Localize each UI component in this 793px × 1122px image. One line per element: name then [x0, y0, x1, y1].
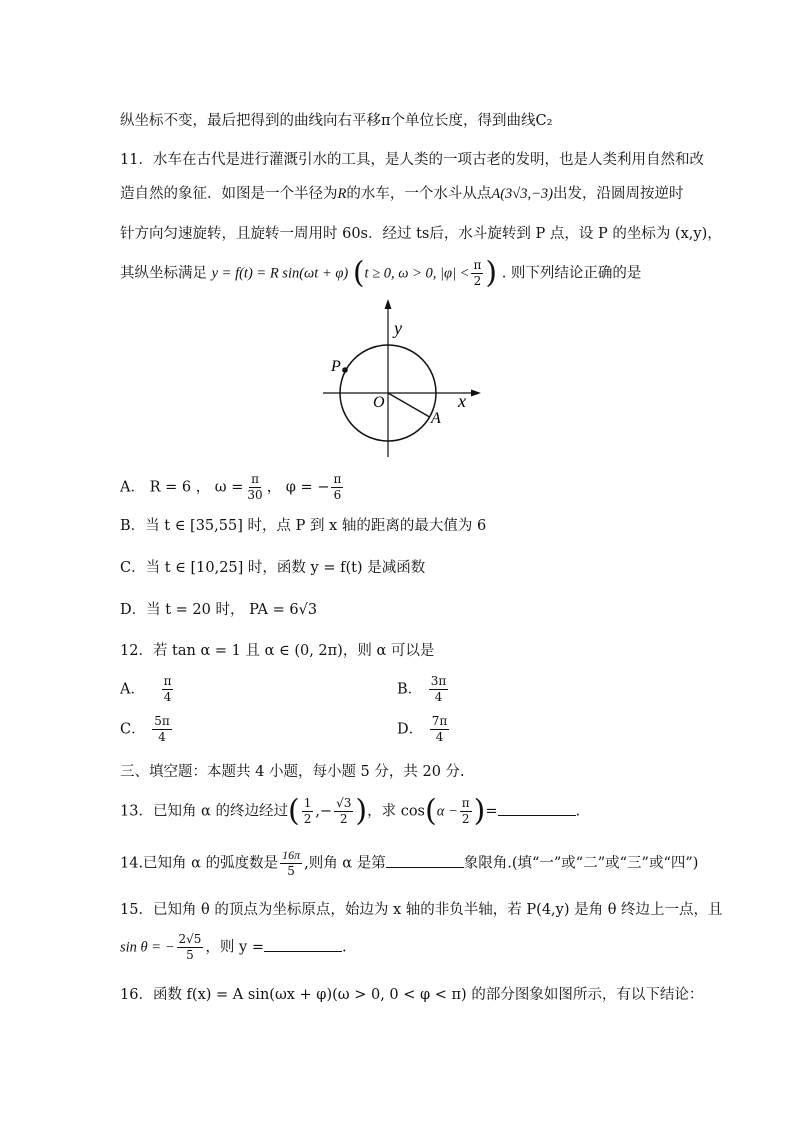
- q11-condition-fraction: [471, 258, 483, 289]
- q11-formula: y = f(t) = R sin(ωt + φ): [211, 265, 349, 282]
- q15-fraction: [177, 932, 204, 963]
- paren-close: ): [473, 793, 486, 829]
- q14-text-c: 象限角.(填“一”或“二”或“三”或“四”): [463, 855, 699, 872]
- q13-pi-fraction: [460, 796, 472, 827]
- paren-open: (: [287, 793, 300, 829]
- q13-equals: =: [485, 803, 498, 820]
- point-p-dot: [342, 367, 348, 373]
- radius-oa: [388, 393, 430, 417]
- phi-fraction: [331, 472, 343, 503]
- q13-x-fraction: [302, 796, 314, 827]
- q13-end: .: [575, 803, 581, 820]
- q16-stem: 16．函数 f(x) = A sin(ωx + φ)(ω > 0, 0 < φ < π) 的部分图象如图所示，有以下结论：: [120, 987, 704, 1003]
- fraction-numerator: √3: [336, 796, 352, 810]
- q12-option-c-fraction: [152, 714, 172, 745]
- fraction-numerator: π: [251, 472, 259, 486]
- q13-comma: ,−: [315, 803, 333, 820]
- fraction-numerator: π: [333, 472, 342, 486]
- q11-condition: t ≥ 0, ω > 0, |φ| <: [364, 265, 470, 282]
- q11-line3: 针方向匀速旋转，且旋转一周用时 60s．经过 ts后，水斗旋转到 P 点，设 P 的坐标为 (x,y)，: [120, 226, 722, 242]
- fraction-denominator: 6: [333, 488, 342, 502]
- q12-option-b-label: B．: [397, 681, 423, 698]
- q11-figure: [315, 295, 515, 465]
- fraction-denominator: 5: [186, 948, 194, 962]
- fraction-denominator: 30: [247, 488, 263, 502]
- paren-open: (: [425, 793, 437, 829]
- fraction-numerator: 7π: [431, 714, 448, 728]
- paren-open: (: [352, 255, 365, 291]
- q15-answer-blank[interactable]: [264, 939, 342, 952]
- q12-stem: 12．若 tan α = 1 且 α ∈ (0, 2π)，则 α 可以是: [120, 643, 435, 659]
- q13: [120, 793, 581, 829]
- q11-option-c: C．当 t ∈ [10,25] 时，函数 y = f(t) 是减函数: [120, 560, 426, 576]
- fraction-denominator: 2: [339, 812, 348, 826]
- label-x: x: [458, 391, 466, 411]
- fraction-numerator: 16π: [282, 848, 301, 862]
- q12-option-d: [397, 714, 451, 745]
- fraction-denominator: 4: [163, 690, 172, 704]
- q11-option-a-text: A． R = 6 ， ω =: [120, 479, 244, 496]
- omega-fraction: [245, 472, 264, 503]
- fraction-numerator: π: [163, 674, 172, 688]
- y-axis-arrow-icon: [385, 299, 392, 309]
- q12-option-d-label: D．: [397, 721, 424, 738]
- q11-line2: [120, 182, 684, 203]
- q14-text-a: 14.已知角 α 的弧度数是: [120, 855, 279, 872]
- label-y: y: [394, 318, 402, 338]
- q11-option-b: B．当 t ∈ [35,55] 时，点 P 到 x 轴的距离的最大值为 6: [120, 518, 487, 534]
- fraction-numerator: π: [461, 796, 470, 810]
- fraction-denominator: 5: [287, 864, 295, 878]
- q11-line2-c: 出发，沿圆周按逆时: [553, 186, 684, 202]
- q12-option-a-fraction: [162, 674, 174, 705]
- fraction-numerator: 3π: [430, 674, 447, 688]
- q11-line2-b: 的水车，一个水斗从点: [346, 186, 492, 202]
- q15-text-a: sin θ = −: [120, 939, 175, 956]
- fraction-denominator: 2: [303, 812, 312, 826]
- q11-point-a: A(3√3,−3): [491, 186, 553, 202]
- q12-option-a-label: A．: [120, 681, 145, 698]
- q14: [120, 848, 698, 879]
- fraction-numerator: π: [473, 258, 482, 272]
- q11-line2-a: 造自然的象征．如图是一个半径为: [120, 186, 338, 202]
- q12-option-c: [120, 714, 174, 745]
- q13-answer-blank[interactable]: [498, 803, 576, 816]
- q15-text-b: ，则 y =: [205, 939, 264, 956]
- q12-option-b-fraction: [429, 674, 449, 705]
- continued-text-line: 纵坐标不变，最后把得到的曲线向右平移π个单位长度，得到曲线C₂: [120, 113, 553, 129]
- section-3-heading: 三、填空题：本题共 4 小题，每小题 5 分，共 20 分.: [120, 764, 465, 780]
- q15-line2: [120, 932, 347, 963]
- fraction-denominator: 2: [461, 812, 470, 826]
- fraction-denominator: 4: [435, 730, 444, 744]
- q11-radius-symbol: R: [337, 186, 347, 202]
- paren-close: ): [355, 793, 368, 829]
- q11-option-a-text2: ， φ = −: [266, 479, 330, 496]
- q14-text-b: ,则角 α 是第: [304, 855, 386, 872]
- q13-text-c: α −: [436, 803, 458, 820]
- q14-fraction: [280, 848, 302, 879]
- q11-line4: [120, 255, 642, 291]
- q12-option-c-label: C．: [120, 721, 146, 738]
- q14-answer-blank[interactable]: [386, 855, 464, 868]
- paren-close: ): [485, 255, 498, 291]
- fraction-denominator: 4: [434, 690, 443, 704]
- label-o: O: [373, 394, 385, 411]
- fraction-numerator: 2√5: [178, 932, 202, 946]
- q15-line1: 15．已知角 θ 的顶点为坐标原点，始边为 x 轴的非负半轴，若 P(4,y) 是角 θ 终边上一点，且: [120, 902, 723, 918]
- q12-option-d-fraction: [430, 714, 450, 745]
- fraction-numerator: 1: [303, 796, 312, 810]
- q13-text-a: 13．已知角 α 的终边经过: [120, 803, 288, 820]
- q11-option-a: [120, 472, 345, 503]
- label-p: P: [331, 358, 341, 375]
- q12-option-a: [120, 674, 175, 705]
- fraction-numerator: 5π: [154, 714, 170, 728]
- q11-line1: 11．水车在古代是进行灌溉引水的工具，是人类的一项古老的发明，也是人类利用自然和改: [120, 152, 704, 168]
- q11-option-d: D．当 t = 20 时， PA = 6√3: [120, 602, 318, 618]
- fraction-denominator: 2: [473, 274, 482, 288]
- q13-y-fraction: [334, 796, 353, 827]
- q12-option-b: [397, 674, 450, 705]
- q15-end: .: [341, 939, 347, 956]
- label-a: A: [431, 410, 441, 427]
- q13-text-b: ，求 cos: [367, 803, 425, 820]
- fraction-denominator: 4: [158, 730, 166, 744]
- q11-line4-b: . 则下列结论正确的是: [501, 265, 642, 282]
- x-axis-arrow-icon: [471, 390, 481, 397]
- q11-line4-a: 其纵坐标满足: [120, 265, 207, 282]
